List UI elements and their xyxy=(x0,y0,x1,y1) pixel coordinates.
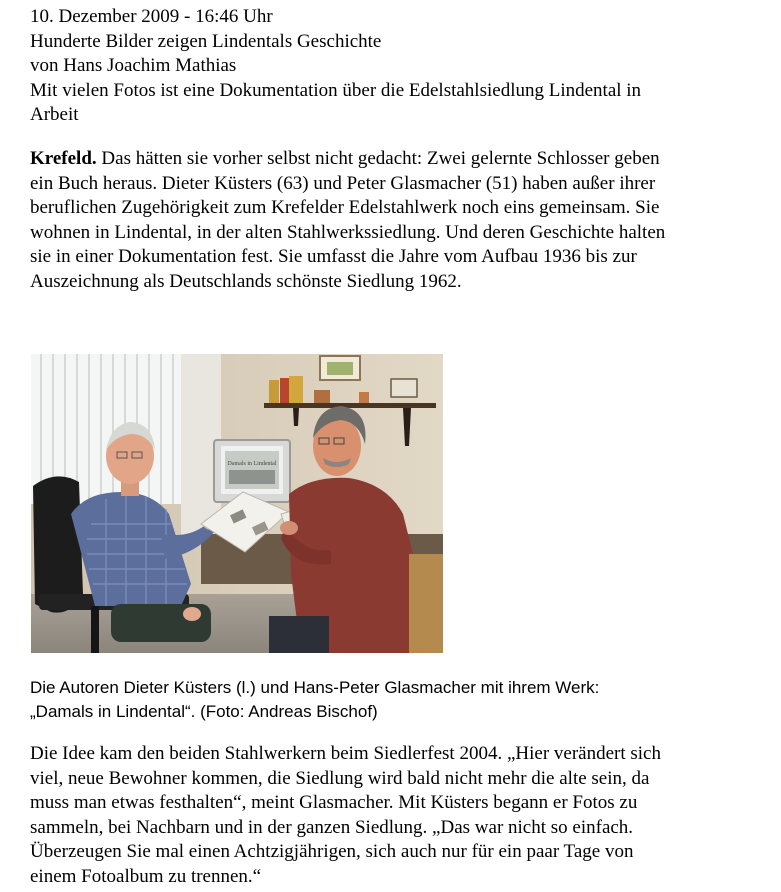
lede-paragraph xyxy=(30,147,750,294)
body-line: Die Idee kam den beiden Stahlwerkern beim Siedlerfest 2004. „Hier verändert sich xyxy=(30,743,661,764)
body-line: Überzeugen Sie mal einen Achtzigjährigen, sich auch nur für ein paar Tage von xyxy=(30,841,634,862)
lede-line: sie in einer Dokumentation fest. Sie umfasst die Jahre vom Aufbau 1936 bis zur xyxy=(30,246,637,267)
lede-line: wohnen in Lindental, in der alten Stahlwerkssiedlung. Und deren Geschichte halten xyxy=(30,221,666,243)
headline: Hunderte Bilder zeigen Lindentals Geschichte xyxy=(30,30,382,52)
subtitle-line: Arbeit xyxy=(30,104,79,125)
lede-line: Auszeichnung als Deutschlands schönste Siedlung 1962. xyxy=(30,270,462,292)
lede-place: Krefeld. xyxy=(30,148,97,169)
body-paragraph xyxy=(30,742,750,889)
article-header xyxy=(30,5,750,128)
lede-line: ein Buch heraus. Dieter Küsters (63) und Peter Glasmacher (51) haben außer ihrer xyxy=(30,172,656,194)
body-line: sammeln, bei Nachbarn und in der ganzen Siedlung. „Das war nicht so einfach. xyxy=(30,816,634,838)
lede-line: beruflichen Zugehörigkeit zum Krefelder Edelstahlwerk noch eins gemeinsam. Sie xyxy=(30,197,660,218)
article-photo xyxy=(31,354,443,653)
body-line: einem Fotoalbum zu trennen.“ xyxy=(30,865,262,887)
photo-caption xyxy=(30,676,750,724)
body-line: muss man etwas festhalten“, meint Glasmacher. Mit Küsters begann er Fotos zu xyxy=(30,792,638,813)
wall-picture xyxy=(320,356,360,380)
subtitle-line: Mit vielen Fotos ist eine Dokumentation über die Edelstahlsiedlung Lindental in xyxy=(30,79,642,101)
byline: von Hans Joachim Mathias xyxy=(30,55,237,76)
lede-line: Das hätten sie vorher selbst nicht gedacht: Zwei gelernte Schlosser geben xyxy=(96,148,660,169)
monitor-screen-text: Damals in Lindental xyxy=(227,461,277,467)
caption-line: Die Autoren Dieter Küsters (l.) und Hans-Peter Glasmacher mit ihrem Werk: xyxy=(30,678,600,697)
caption-line: „Damals in Lindental“. (Foto: Andreas Bischof) xyxy=(30,702,378,721)
dateline: 10. Dezember 2009 - 16:46 Uhr xyxy=(30,6,273,27)
body-line: viel, neue Bewohner kommen, die Siedlung wird bald nicht mehr die alte sein, da xyxy=(30,767,650,789)
